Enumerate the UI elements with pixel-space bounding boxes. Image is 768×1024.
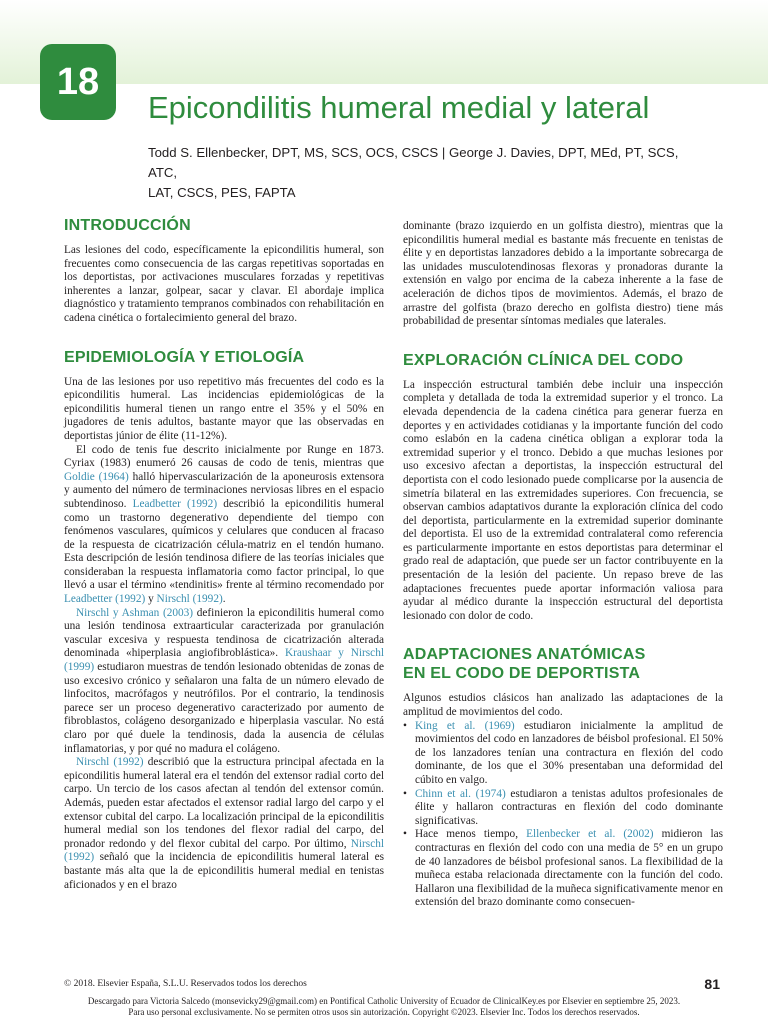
text-run: . xyxy=(222,593,226,606)
citation-link[interactable]: Nirschl (1992) xyxy=(76,756,144,769)
epidemiology-paragraph-2 xyxy=(64,444,384,607)
continued-paragraph: dominante (brazo izquierdo en un golfista diestro), mientras que la epicondilitis humeral medial es bastante más frecuente en tenistas de élite y en deportistas lanzadores debido a la importante sobrecarga de las unidades musculotendinosas flexoras y pronadoras durante la extensión en valgo por encima de la cabeza inherente a la fase de aceleración de dichos tipos de movimientos. Además, el brazo de arrastre del golfista (brazo derecho en golfista diestro) tiene más probabilidad de presentar síntomas mediales que laterales. xyxy=(403,220,723,328)
heading-line: EN EL CODO DE DEPORTISTA xyxy=(403,665,641,683)
citation-link[interactable]: Nirschl (1992) xyxy=(64,837,384,864)
adaptations-list xyxy=(403,720,723,910)
epidemiology-paragraph-1: Una de las lesiones por uso repetitivo más frecuentes del codo es la epicondilitis humeral. Las incidencias epidemiológicas de la epicondilitis humeral tienen un rango entre el 35% y el 50% en jugadores de tenis adultos, bastante mayor que las observadas en deportistas júnior de élite (11-12%). xyxy=(64,375,384,442)
list-item xyxy=(403,828,723,910)
download-notice: Descargado para Victoria Salcedo (monsevicky29@gmail.com) en Pontifical Catholic University of Ecuador de ClinicalKey.es por Elsevier en septiembre 25, 2023. Para uso personal exclusivamente. No se permiten otros usos sin autorización. Copyright ©2023. Elsevier Inc. Todos los derechos reservados. xyxy=(87,996,681,1017)
text-run: halló hipervascularización de la aponeurosis extensora y aumento del número de terminaciones nerviosas libres en el espacio subtendinoso. xyxy=(64,470,384,510)
page-number: 81 xyxy=(704,976,720,992)
text-run: definieron la epicondilitis humeral como una lesión tendinosa extraarticular caracterizada por granulación vascular excesiva y respuesta tendinosa de cicatrización alterada denominada «hiperplasia angiofibroblástica». xyxy=(64,606,384,660)
adaptations-paragraph: Algunos estudios clásicos han analizado las adaptaciones de la amplitud de movimientos del codo. xyxy=(403,692,723,719)
adaptations-heading xyxy=(403,645,723,683)
right-column xyxy=(403,220,723,910)
citation-link[interactable]: Chinn et al. (1974) xyxy=(415,787,506,800)
text-run: estudiaron muestras de tendón lesionado obtenidas de zonas de uso excesivo crónico y señalaron una falta de un número elevado de linfocitos, macrófagos y neutrófilos. Por el contrario, la tendinosis parece ser un proceso degenerativo caracterizado por aumento de fibroblastos, colágeno desorganizado e hiperplasia vascular. No está claro por qué duele la tendinosis, dada la ausencia de células inflamatorias, y por qué no madura el colágeno. xyxy=(64,661,384,755)
citation-link[interactable]: Nirschl y Ashman (2003) xyxy=(76,606,194,619)
chapter-authors xyxy=(148,143,708,203)
citation-link[interactable]: Kraushaar y Nirschl (1999) xyxy=(64,647,384,674)
citation-link[interactable]: King et al. (1969) xyxy=(415,719,515,732)
intro-paragraph: Las lesiones del codo, específicamente la epicondilitis humeral, son frecuentes como consecuencia de las cargas repetitivas soportadas en los deportistas, por activaciones musculares forzadas y repetitivas inherentes a lanzar, golpear, sacar y clavar. El abordaje implica diagnóstico y tratamiento tempranos combinados con rehabilitación en cadena cinética o fortalecimiento general del brazo. xyxy=(64,244,384,324)
text-run: describió que la estructura principal afectada en la epicondilitis humeral lateral era el tendón del extensor radial corto del carpo. Un tercio de los casos afectan al tendón del extensor común. Además, pueden estar afectados el extensor radial largo del carpo y el extensor cubital del carpo. La localización principal de la epicondilitis humeral medial son los tendones del flexor radial del carpo, del pronador redondo y del flexor cubital del carpo. Por último, xyxy=(64,756,384,850)
citation-link[interactable]: Leadbetter (1992) xyxy=(132,497,218,510)
heading-line: ADAPTACIONES ANATÓMICAS xyxy=(403,646,646,664)
citation-link[interactable]: Leadbetter (1992) xyxy=(64,593,146,606)
exam-paragraph: La inspección estructural también debe incluir una inspección completa y detallada de toda la extremidad superior y el tronco. La elevada dependencia de la cadena cinética para generar fuerza en deportes y en actividades cotidianas y la importante función del codo como eslabón en la cadena cinética obligan a explorar toda la extremidad superior y el tronco. Debido a que muchas lesiones por uso excesivo afectan a deportistas, la inspección estructural del deportista con el codo lesionado puede complicarse por la ausencia de simetría bilateral en las extremidades superiores. Con frecuencia, se observan cambios adaptativos durante la exploración clínica del codo del deportista, particularmente en la extremidad superior dominante del deportista. El uso de la extremidad contralateral como referencia es particularmente importante en estos deportistas para determinar el grado real de adaptación, que puede ser un factor contribuyente en la presentación de la lesión del paciente. Un repaso breve de las adaptaciones frecuentes puede aportar información valiosa para ayudar al médico durante la inspección estructural del deportista lesionado con dolor de codo. xyxy=(403,378,723,622)
text-run: El codo de tenis fue descrito inicialmente por Runge en 1873. Cyriax (1983) enumeró 26 causas de codo de tenis, mientras que xyxy=(64,443,384,470)
chapter-number-badge: 18 xyxy=(40,44,116,120)
citation-link[interactable]: Ellenbecker et al. (2002) xyxy=(526,828,654,841)
authors-line-1: Todd S. Ellenbecker, DPT, MS, SCS, OCS, CSCS | George J. Davies, DPT, MEd, PT, SCS, ATC, xyxy=(148,145,679,180)
epidemiology-paragraph-4 xyxy=(64,756,384,892)
epidemiology-paragraph-3 xyxy=(64,607,384,757)
authors-line-2: LAT, CSCS, PES, FAPTA xyxy=(148,185,296,200)
text-run: midieron las contracturas en flexión del codo con una media de 5° en un grupo de 40 lanzadores de béisbol profesional sanos. La flexibilidad de la muñeca estaba relacionada directamente con la función del codo. Hallaron una flexibilidad de la muñeca significativamente menor en extensión del brazo dominante como consecuen- xyxy=(415,828,723,909)
text-run: estudiaron a tenistas adultos profesionales de élite y hallaron contracturas en flexión del codo dominante significativas. xyxy=(415,787,723,827)
copyright-notice: © 2018. Elsevier España, S.L.U. Reservados todos los derechos xyxy=(64,979,307,989)
epidemiology-heading: EPIDEMIOLOGÍA Y ETIOLOGÍA xyxy=(64,348,305,366)
citation-link[interactable]: Nirschl (1992) xyxy=(156,593,223,606)
left-column xyxy=(64,216,384,892)
list-item xyxy=(403,788,723,829)
text-run: describió la epicondilitis humeral como un trastorno degenerativo dependiente del tiempo con fenómenos vasculares, químicos y celulares que conducen al fracaso de la respuesta de cicatrización célula-matriz en el tendón humano. Esta descripción de lesión tendinosa difiere de las teorías iniciales que consideraban la respuesta inflamatoria como factor principal, lo que llevó a usar el término «tendinitis» frente al término recomendado por xyxy=(64,497,384,592)
chapter-title: Epicondilitis humeral medial y lateral xyxy=(148,90,650,125)
citation-link[interactable]: Goldie (1964) xyxy=(64,470,129,483)
text-run: estudiaron inicialmente la amplitud de movimientos del codo en lanzadores de béisbol profesional. El 50% de los lanzadores tenían una contractura en flexión del codo dominante, de los que el 30% presentaban una deformidad del cúbito en valgo. xyxy=(415,719,723,786)
text-run: señaló que la incidencia de epicondilitis humeral lateral es bastante más alta que la de epicondilitis humeral medial en tenistas aficionados y en el brazo xyxy=(64,851,384,891)
exam-heading: EXPLORACIÓN CLÍNICA DEL CODO xyxy=(403,351,684,369)
intro-heading: INTRODUCCIÓN xyxy=(64,217,191,234)
list-item xyxy=(403,720,723,788)
text-run: y xyxy=(145,593,157,606)
text-run: Hace menos tiempo, xyxy=(415,828,527,841)
